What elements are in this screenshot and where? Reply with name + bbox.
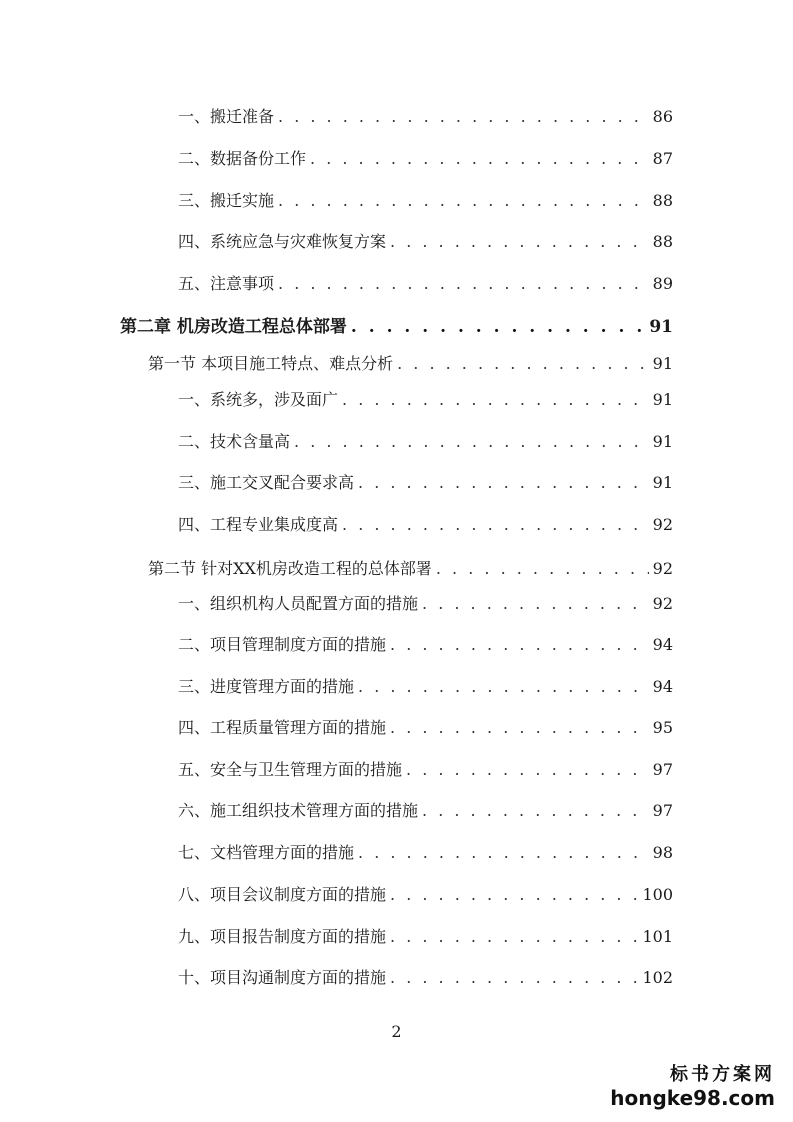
toc-section-entry[interactable] bbox=[148, 558, 673, 580]
toc-entry[interactable] bbox=[178, 106, 673, 128]
toc-entry-title: 三、进度管理方面的措施 bbox=[178, 677, 355, 696]
dot-leader bbox=[436, 558, 649, 580]
dot-leader bbox=[358, 842, 649, 864]
toc-entry[interactable] bbox=[178, 472, 673, 494]
toc-entry-title: 五、注意事项 bbox=[178, 274, 275, 293]
dot-leader bbox=[342, 389, 649, 411]
toc-entry-page: 91 bbox=[652, 354, 673, 373]
toc-entry-page: 91 bbox=[652, 473, 673, 492]
toc-entry[interactable] bbox=[178, 231, 673, 253]
toc-entry-title: 五、安全与卫生管理方面的措施 bbox=[178, 760, 403, 779]
dot-leader bbox=[390, 717, 649, 739]
toc-entry-page: 91 bbox=[649, 317, 673, 337]
dot-leader bbox=[278, 190, 649, 212]
toc-entry-title: 七、文档管理方面的措施 bbox=[178, 843, 355, 862]
toc-entry[interactable] bbox=[178, 884, 673, 906]
toc-entry[interactable] bbox=[178, 926, 673, 948]
dot-leader bbox=[390, 884, 638, 906]
toc-entry-title: 第二节 针对XX机房改造工程的总体部署 bbox=[148, 559, 432, 578]
dot-leader bbox=[390, 634, 649, 656]
toc-entry[interactable] bbox=[178, 514, 673, 536]
toc-entry[interactable] bbox=[178, 431, 673, 453]
dot-leader bbox=[397, 353, 649, 375]
dot-leader bbox=[351, 316, 645, 338]
toc-entry[interactable] bbox=[178, 634, 673, 656]
toc-entry-page: 88 bbox=[652, 191, 673, 210]
toc-entry-title: 一、搬迁准备 bbox=[178, 107, 275, 126]
toc-entry-page: 94 bbox=[652, 677, 673, 696]
toc-entry-title: 三、搬迁实施 bbox=[178, 191, 275, 210]
toc-entry-page: 97 bbox=[652, 760, 673, 779]
toc-entry[interactable] bbox=[178, 389, 673, 411]
dot-leader bbox=[342, 514, 649, 536]
toc-entry-title: 四、系统应急与灾难恢复方案 bbox=[178, 232, 387, 251]
watermark-url: hongke98.com bbox=[610, 1086, 775, 1110]
page-number: 2 bbox=[391, 1022, 402, 1041]
toc-entry-title: 二、数据备份工作 bbox=[178, 149, 307, 168]
dot-leader bbox=[294, 431, 649, 453]
dot-leader bbox=[358, 472, 649, 494]
toc-entry-title: 四、工程专业集成度高 bbox=[178, 515, 339, 534]
toc-entry[interactable] bbox=[178, 717, 673, 739]
toc-chapter-entry[interactable] bbox=[120, 316, 673, 338]
dot-leader bbox=[406, 759, 649, 781]
toc-entry-page: 86 bbox=[652, 107, 673, 126]
toc-entry-page: 89 bbox=[652, 274, 673, 293]
toc-entry-page: 98 bbox=[652, 843, 673, 862]
watermark-text: 标书方案网 bbox=[670, 1064, 775, 1085]
toc-entry-page: 97 bbox=[652, 801, 673, 820]
toc-entry[interactable] bbox=[178, 800, 673, 822]
toc-entry-title: 十、项目沟通制度方面的措施 bbox=[178, 968, 387, 987]
toc-entry[interactable] bbox=[178, 759, 673, 781]
toc-entry-page: 100 bbox=[642, 885, 673, 904]
toc-entry[interactable] bbox=[178, 842, 673, 864]
dot-leader bbox=[422, 800, 649, 822]
toc-entry-title: 第一节 本项目施工特点、难点分析 bbox=[148, 354, 394, 373]
toc-entry-title: 第二章 机房改造工程总体部署 bbox=[120, 317, 347, 337]
toc-entry-page: 88 bbox=[652, 232, 673, 251]
toc-entry[interactable] bbox=[178, 148, 673, 170]
dot-leader bbox=[390, 231, 649, 253]
toc-entry-page: 91 bbox=[652, 432, 673, 451]
dot-leader bbox=[278, 106, 649, 128]
toc-entry[interactable] bbox=[178, 273, 673, 295]
toc-entry-title: 一、系统多，涉及面广 bbox=[178, 390, 339, 409]
toc-entry-title: 六、施工组织技术管理方面的措施 bbox=[178, 801, 419, 820]
dot-leader bbox=[310, 148, 649, 170]
dot-leader bbox=[358, 676, 649, 698]
dot-leader bbox=[278, 273, 649, 295]
toc-entry-title: 八、项目会议制度方面的措施 bbox=[178, 885, 387, 904]
toc-section-entry[interactable] bbox=[148, 353, 673, 375]
dot-leader bbox=[390, 926, 638, 948]
toc-entry-title: 九、项目报告制度方面的措施 bbox=[178, 927, 387, 946]
dot-leader bbox=[390, 967, 638, 989]
toc-entry-page: 92 bbox=[652, 559, 673, 578]
toc-entry[interactable] bbox=[178, 676, 673, 698]
toc-entry-page: 101 bbox=[642, 927, 673, 946]
toc-entry[interactable] bbox=[178, 593, 673, 615]
toc-entry-title: 一、组织机构人员配置方面的措施 bbox=[178, 594, 419, 613]
toc-entry-title: 四、工程质量管理方面的措施 bbox=[178, 718, 387, 737]
toc-entry[interactable] bbox=[178, 190, 673, 212]
toc-entry-page: 95 bbox=[652, 718, 673, 737]
watermark-logo bbox=[610, 1064, 775, 1110]
toc-entry-page: 91 bbox=[652, 390, 673, 409]
toc-entry-title: 二、技术含量高 bbox=[178, 432, 291, 451]
dot-leader bbox=[422, 593, 649, 615]
toc-entry-page: 92 bbox=[652, 594, 673, 613]
toc-entry-page: 94 bbox=[652, 635, 673, 654]
toc-entry-title: 二、项目管理制度方面的措施 bbox=[178, 635, 387, 654]
toc-entry-page: 92 bbox=[652, 515, 673, 534]
toc-entry-title: 三、施工交叉配合要求高 bbox=[178, 473, 355, 492]
toc-entry-page: 102 bbox=[642, 968, 673, 987]
toc-entry-page: 87 bbox=[652, 149, 673, 168]
toc-entry[interactable] bbox=[178, 967, 673, 989]
